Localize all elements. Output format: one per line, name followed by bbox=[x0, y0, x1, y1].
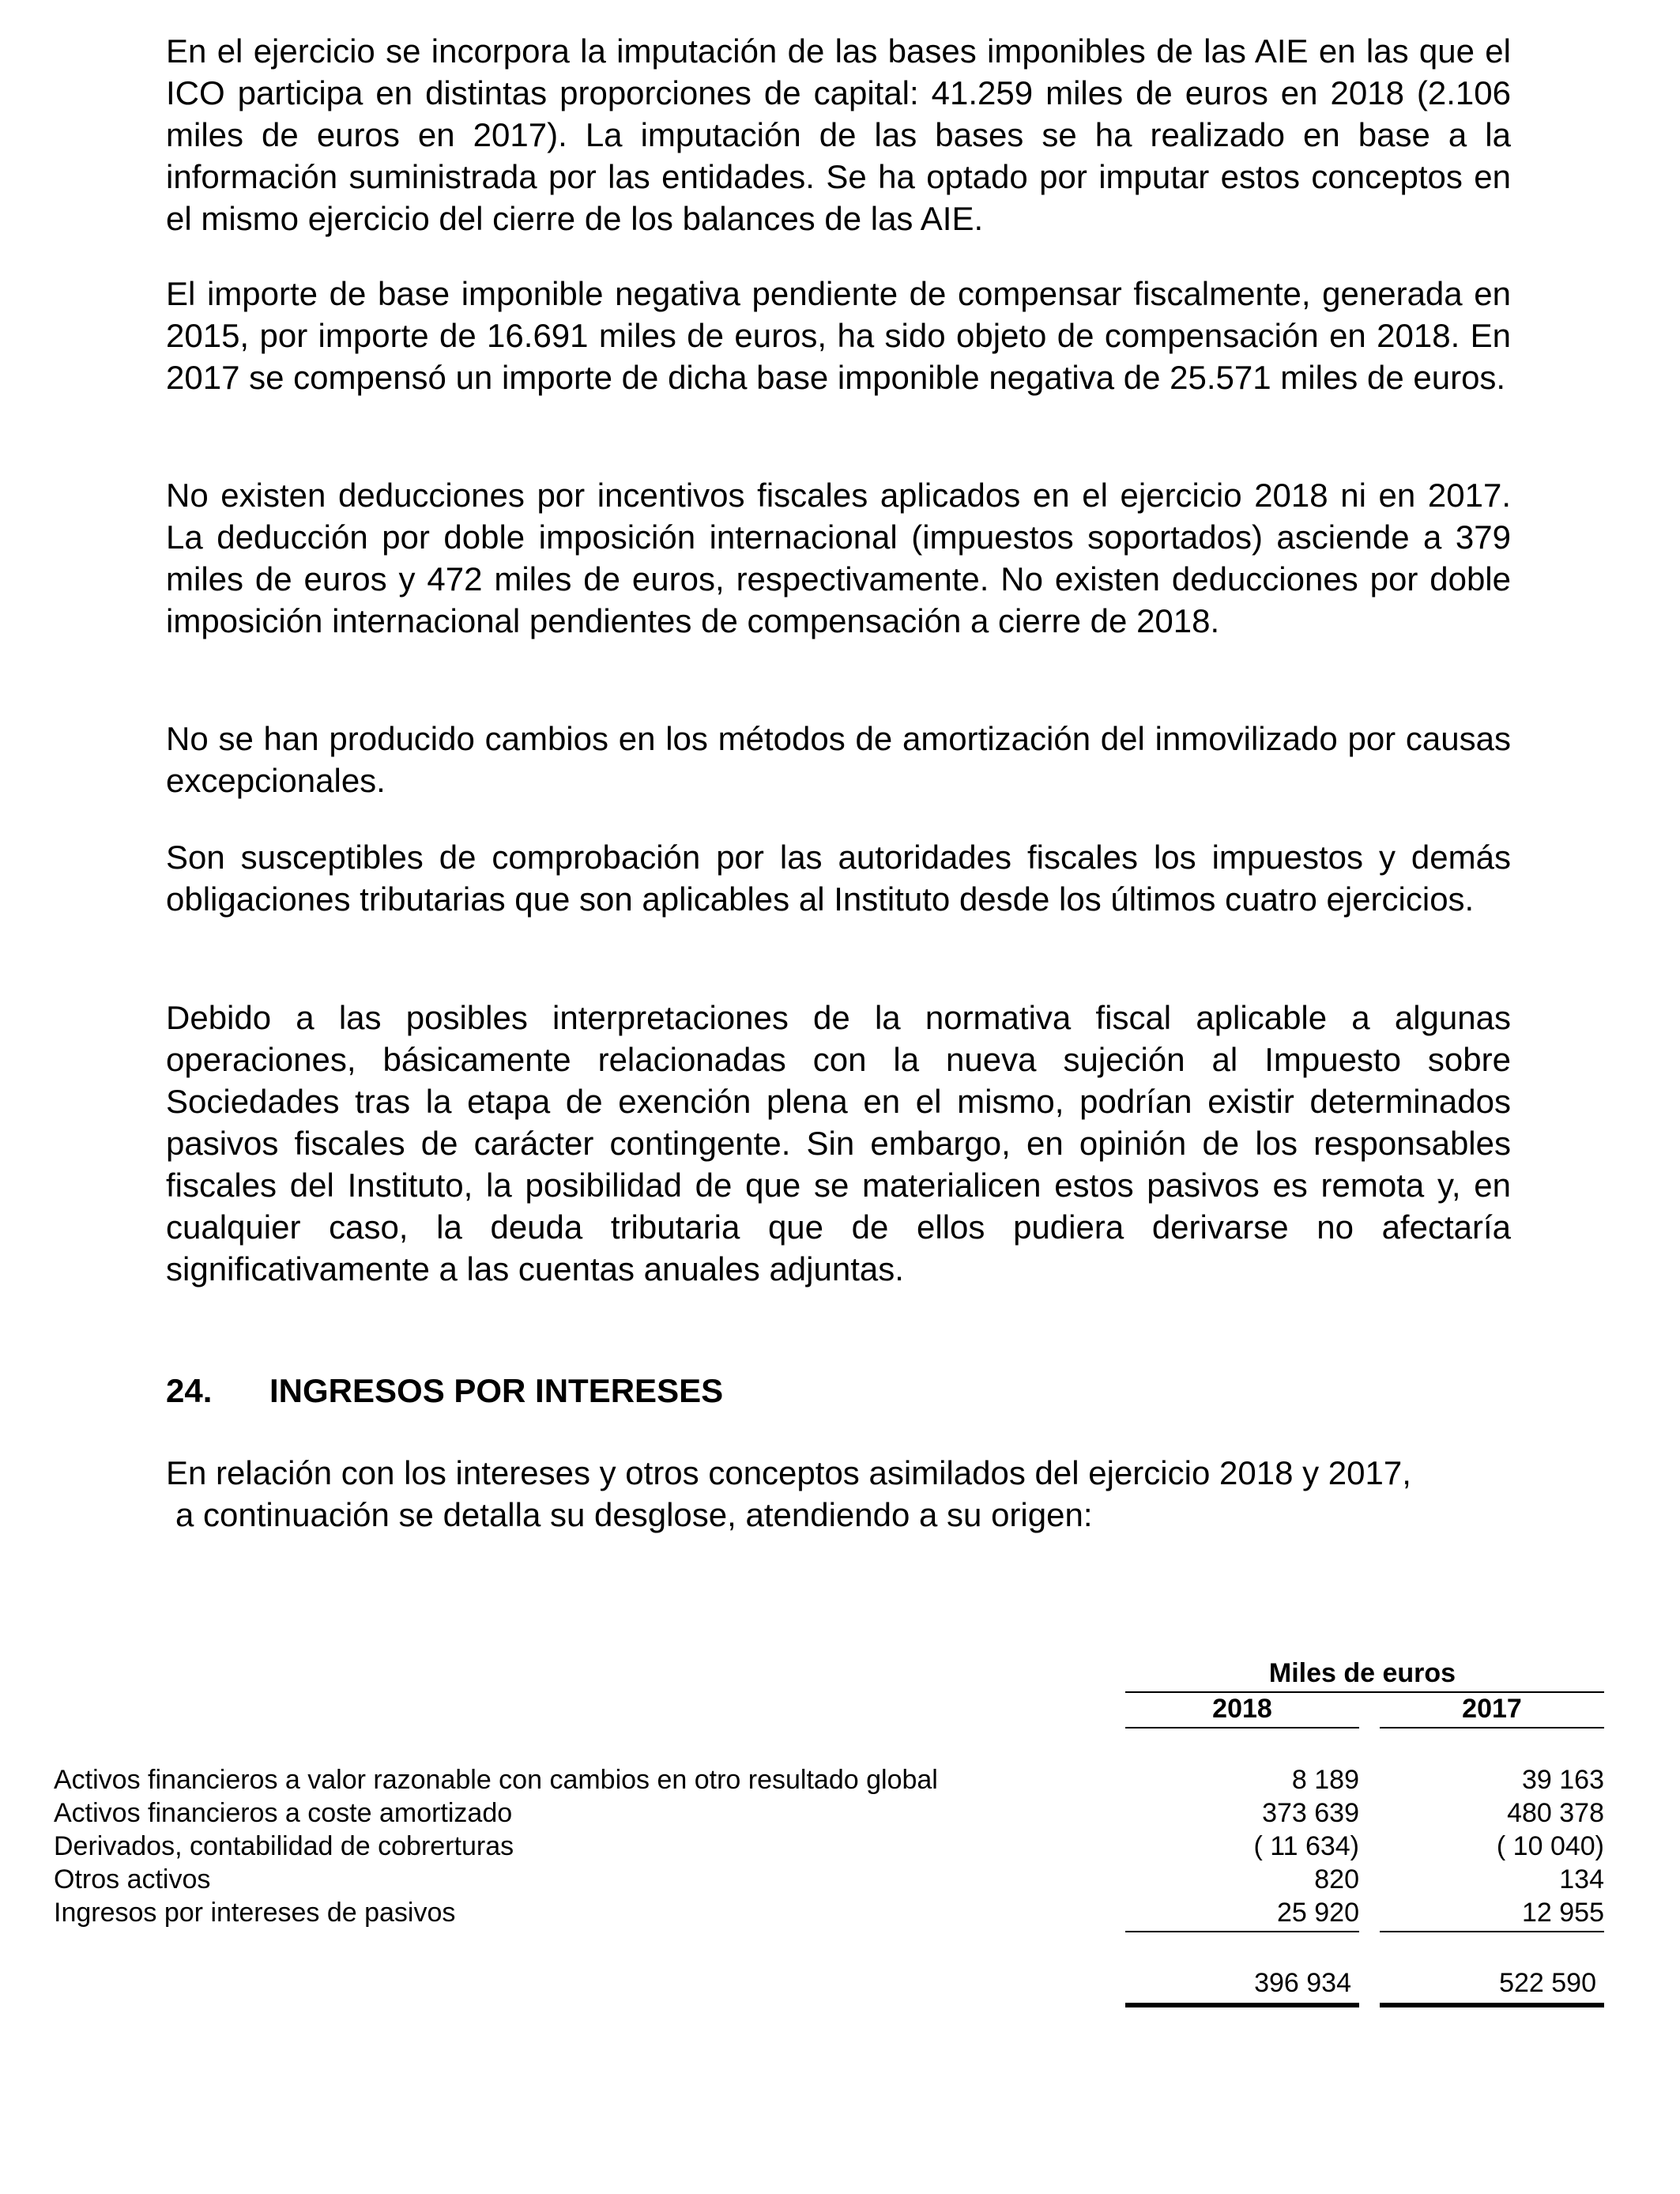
table-row-label: Ingresos por intereses de pasivos bbox=[54, 1898, 456, 1928]
total-2017: 522 590 bbox=[1499, 1968, 1596, 1998]
section-intro-line-2: a continuación se detalla su desglose, atendiendo a su origen: bbox=[175, 1496, 1093, 1533]
table-row-label: Otros activos bbox=[54, 1864, 211, 1894]
table-cell-2017: 12 955 bbox=[1522, 1898, 1604, 1928]
table-cell-2017: 39 163 bbox=[1522, 1765, 1604, 1795]
header-underline-2018 bbox=[1125, 1727, 1359, 1728]
section-number: 24. bbox=[166, 1372, 213, 1409]
total-2018: 396 934 bbox=[1254, 1968, 1351, 1998]
subtotal-line-2018 bbox=[1125, 1931, 1359, 1932]
table-row-label: Derivados, contabilidad de cobrerturas bbox=[54, 1831, 514, 1861]
column-header-2017: 2017 bbox=[1462, 1694, 1522, 1724]
table-cell-2018: 820 bbox=[1314, 1864, 1359, 1894]
subtotal-line-2017 bbox=[1380, 1931, 1604, 1932]
table-row-label: Activos financieros a coste amortizado bbox=[54, 1798, 513, 1828]
table-cell-2017: ( 10 040) bbox=[1496, 1831, 1604, 1861]
section-intro-line-1: En relación con los intereses y otros conceptos asimilados del ejercicio 2018 y 2017, bbox=[166, 1454, 1411, 1491]
table-cell-2018: ( 11 634) bbox=[1253, 1831, 1359, 1861]
total-double-line-2017 bbox=[1380, 2003, 1604, 2007]
table-cell-2018: 8 189 bbox=[1291, 1765, 1359, 1795]
paragraph-tax-inspection: Son susceptibles de comprobación por las autoridades fiscales los impuestos y demás obligaciones tributarias que son aplicables al Instituto desde los últimos cuatro ejercicios. bbox=[166, 839, 1511, 918]
table-cell-2018: 373 639 bbox=[1262, 1798, 1359, 1828]
total-double-line-2018 bbox=[1125, 2003, 1359, 2007]
paragraph-aie-tax-bases: En el ejercicio se incorpora la imputación de las bases imponibles de las AIE en las que el ICO participa en distintas proporciones de capital: 41.259 miles de euros en 2018 (2.106 miles de euros en 2017). La imputación de las bases se ha realizado en base a la información suministrada por las entidades. Se ha optado por imputar estos conceptos en el mismo ejercicio del cierre de los balances de las AIE. bbox=[166, 32, 1511, 237]
table-cell-2018: 25 920 bbox=[1277, 1898, 1359, 1928]
table-caption: Miles de euros bbox=[1268, 1658, 1456, 1688]
table-cell-2017: 134 bbox=[1559, 1864, 1604, 1894]
table-row-label: Activos financieros a valor razonable con cambios en otro resultado global bbox=[54, 1765, 938, 1795]
caption-underline bbox=[1125, 1691, 1604, 1693]
header-underline-2017 bbox=[1380, 1727, 1604, 1728]
paragraph-contingent-liabilities: Debido a las posibles interpretaciones de la normativa fiscal aplicable a algunas operaciones, básicamente relacionadas con la nueva sujeción al Impuesto sobre Sociedades tras la etapa de exención plena en el mismo, podrían existir determinados pasivos fiscales de carácter contingente. Sin embargo, en opinión de los responsables fiscales del Instituto, la posibilidad de que se materialicen estos pasivos es remota y, en cualquier caso, la deuda tributaria que de ellos pudiera derivarse no afectaría significativamente a las cuentas anuales adjuntas. bbox=[166, 999, 1511, 1287]
section-title: INGRESOS POR INTERESES bbox=[269, 1372, 724, 1409]
paragraph-amortization: No se han producido cambios en los métodos de amortización del inmovilizado por causas excepcionales. bbox=[166, 720, 1511, 799]
table-cell-2017: 480 378 bbox=[1507, 1798, 1604, 1828]
section-intro bbox=[166, 1452, 1557, 1536]
paragraph-deductions: No existen deducciones por incentivos fiscales aplicados en el ejercicio 2018 ni en 2017. La deducción por doble imposición internacional (impuestos soportados) asciende a 379 miles de euros y 472 miles de euros, respectivamente. No existen deducciones por doble imposición internacional pendientes de compensación a cierre de 2018. bbox=[166, 477, 1511, 639]
column-header-2018: 2018 bbox=[1212, 1694, 1272, 1724]
paragraph-negative-tax-base: El importe de base imponible negativa pendiente de compensar fiscalmente, generada en 2015, por importe de 16.691 miles de euros, ha sido objeto de compensación en 2018. En 2017 se compensó un importe de dicha base imponible negativa de 25.571 miles de euros. bbox=[166, 275, 1511, 396]
